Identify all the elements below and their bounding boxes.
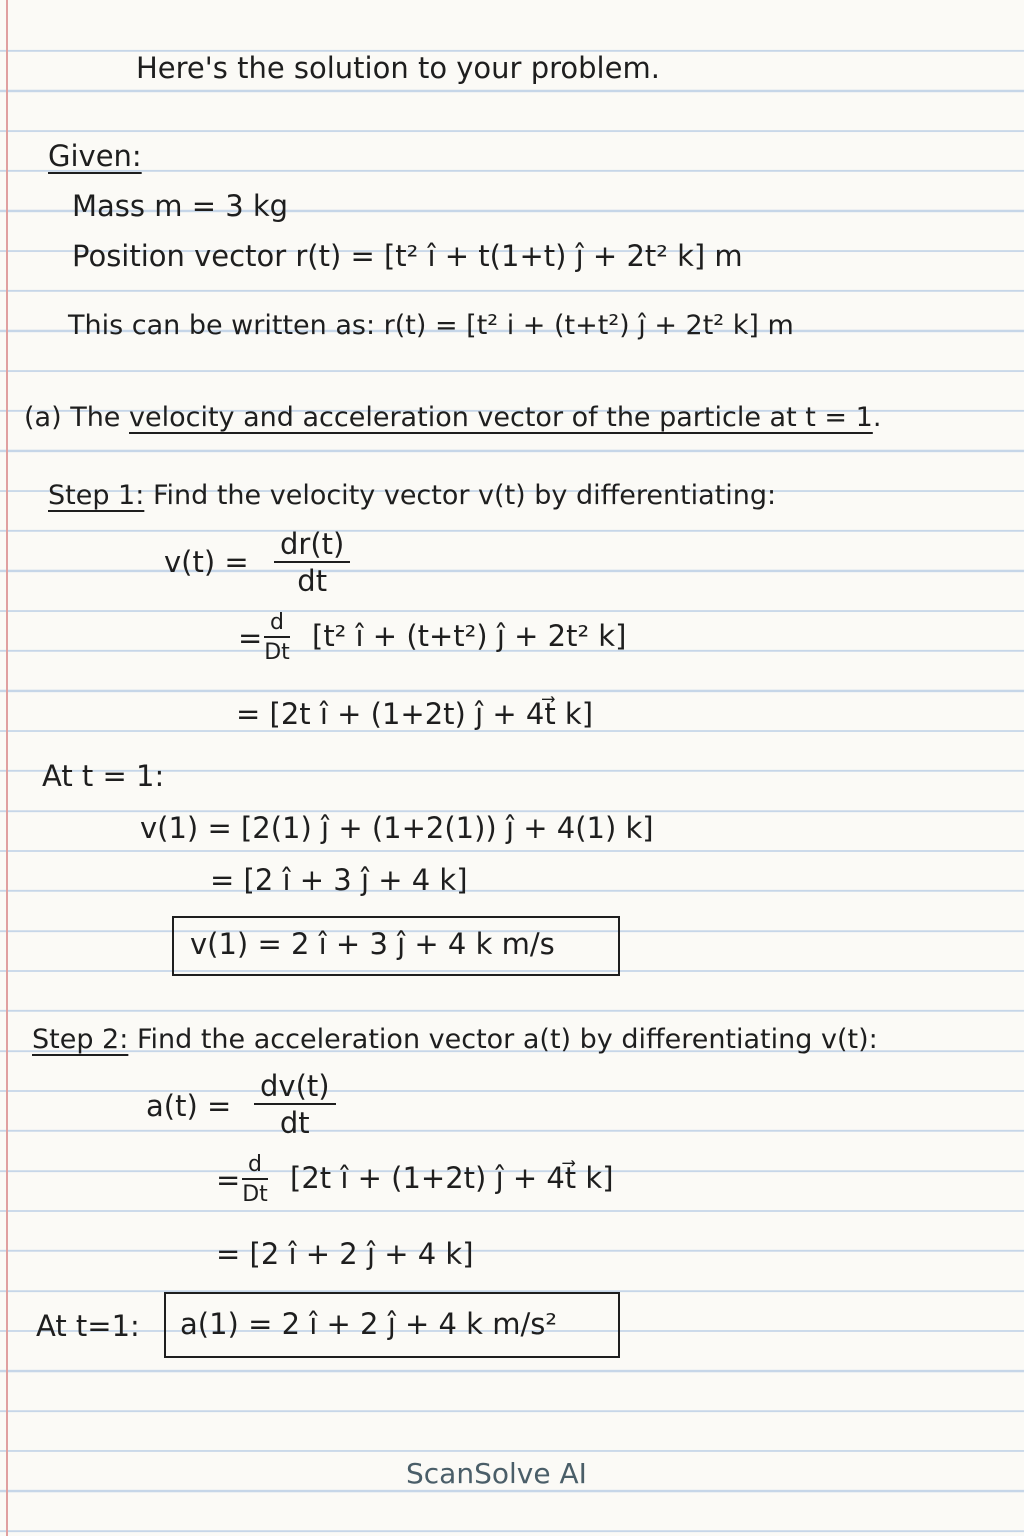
step1-fraction-denominator: dt	[297, 564, 328, 598]
step1-line2-numerator: d	[264, 612, 290, 638]
step1-line2-denominator: Dt	[264, 640, 290, 665]
acceleration-result: a(1) = 2 î + 2 ĵ + 4 k m/s²	[180, 1307, 557, 1341]
step2-line2-denominator: Dt	[242, 1182, 268, 1207]
step2-text: Find the acceleration vector a(t) by differentiating v(t):	[136, 1024, 878, 1055]
step1-text: Find the velocity vector v(t) by differentiating:	[152, 480, 777, 511]
given-rewritten: This can be written as: r(t) = [t² i + (t+t²) ĵ + 2t² k] m	[68, 310, 794, 341]
step1-label: Step 1:	[48, 480, 145, 511]
footer-brand: ScanSolve AI	[406, 1457, 587, 1490]
step2-line2-numerator: d	[242, 1154, 268, 1180]
part-a-line	[24, 404, 881, 431]
step2-line2-eq: =	[216, 1163, 241, 1197]
step2-fraction-numerator: dv(t)	[254, 1072, 336, 1105]
step1-lhs: v(t) =	[164, 545, 249, 579]
step2-fraction-denominator: dt	[279, 1106, 310, 1140]
step1-line2-fraction	[264, 612, 290, 664]
step1-substitution: v(1) = [2(1) ĵ + (1+2(1)) ĵ + 4(1) k]	[140, 811, 654, 845]
step1-fraction	[274, 527, 350, 598]
step1-line3: = [2t î + (1+2t) ĵ + 4t⃗ k]	[236, 697, 594, 731]
part-a-label: (a) The	[24, 402, 121, 433]
step2-at-label: At t=1:	[36, 1309, 140, 1343]
step2-fraction	[254, 1069, 336, 1140]
step1-line2-eq: =	[238, 621, 263, 655]
step2-lhs: a(t) =	[146, 1089, 232, 1123]
part-a-question: velocity and acceleration vector of the particle at t = 1	[129, 402, 873, 433]
step1-fraction-numerator: dr(t)	[274, 530, 350, 563]
given-heading: Given:	[48, 139, 142, 173]
step1-line	[48, 482, 776, 509]
step2-line2-expression: [2t î + (1+2t) ĵ + 4t⃗ k]	[290, 1161, 614, 1195]
margin-line	[6, 0, 8, 1536]
step1-at-label: At t = 1:	[42, 759, 165, 793]
step2-line	[32, 1026, 878, 1053]
part-a-end: .	[872, 402, 882, 433]
step2-line3: = [2 î + 2 ĵ + 4 k]	[216, 1237, 474, 1271]
given-mass: Mass m = 3 kg	[72, 189, 289, 223]
step1-simplified: = [2 î + 3 ĵ + 4 k]	[210, 863, 468, 897]
step2-label: Step 2:	[32, 1024, 129, 1055]
intro-text: Here's the solution to your problem.	[136, 51, 660, 85]
step1-line2-expression: [t² î + (t+t²) ĵ + 2t² k]	[312, 619, 627, 653]
step2-line2-fraction	[242, 1154, 268, 1206]
velocity-result: v(1) = 2 î + 3 ĵ + 4 k m/s	[190, 927, 555, 961]
given-position: Position vector r(t) = [t² î + t(1+t) ĵ + 2t² k] m	[72, 239, 743, 273]
